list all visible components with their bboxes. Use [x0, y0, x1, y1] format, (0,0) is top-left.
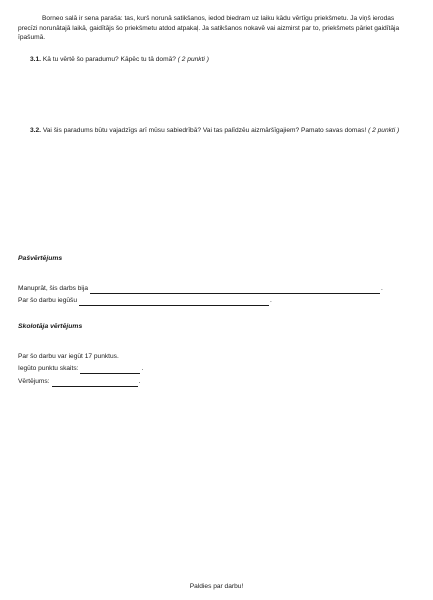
self-assessment-row-1: Manuprāt, šis darbs bija . [18, 285, 383, 292]
question-text: Kā tu vērtē šo paradumu? Kāpēc tu tā domā? [42, 56, 176, 63]
line-label: Iegūto punktu skaits: [18, 365, 79, 372]
line-label: Manuprāt, šis darbs bija [18, 285, 89, 292]
question-text: Vai šis paradums būtu vajadzīgs arī mūsu sabiedrībā? Vai tas palīdzēu aizmāršīgajiem? Pamato savas domas! [42, 127, 367, 134]
line-label: Par šo darbu iegūšu [18, 297, 78, 304]
question-3-1 [18, 55, 426, 65]
self-assessment-row-2: Par šo darbu iegūšu . [18, 297, 272, 304]
max-points-line [18, 352, 418, 362]
footer-thanks: Paldies par darbu! [189, 583, 244, 590]
question-3-2 [18, 126, 414, 136]
intro-paragraph [18, 14, 414, 43]
points-row: Iegūto punktu skaits: . [18, 365, 144, 372]
question-points: ( 2 punkti ) [368, 127, 400, 134]
max-points-text: Par šo darbu var iegūt 17 punktus. [18, 353, 119, 360]
question-points: ( 2 punkti ) [177, 56, 209, 63]
grade-blank[interactable] [52, 379, 138, 387]
teacher-assessment-title: Skolotāja vērtējums [18, 323, 83, 330]
question-number: 3.2. [30, 127, 41, 134]
answer-blank[interactable] [79, 298, 269, 306]
grade-row: Vērtējums: . [18, 378, 141, 385]
self-assessment-title: Pašvērtējums [18, 255, 63, 262]
points-blank[interactable] [80, 366, 140, 374]
line-label: Vērtējums: [18, 378, 50, 385]
answer-blank[interactable] [90, 286, 380, 294]
question-number: 3.1. [30, 56, 41, 63]
intro-text: Borneo salā ir sena paraša: tas, kurš norunā satikšanos, iedod biedram uz laiku kādu vērtīgu priekšmetu. Ja viņš ierodas precīzi norunātajā laikā, gaidītājs šo priekšmetu atdod atpakaļ. Ja satikšanos nokavē vai aizmirst par to, priekšmets pāriet gaidītāja īpašumā. [18, 15, 400, 42]
